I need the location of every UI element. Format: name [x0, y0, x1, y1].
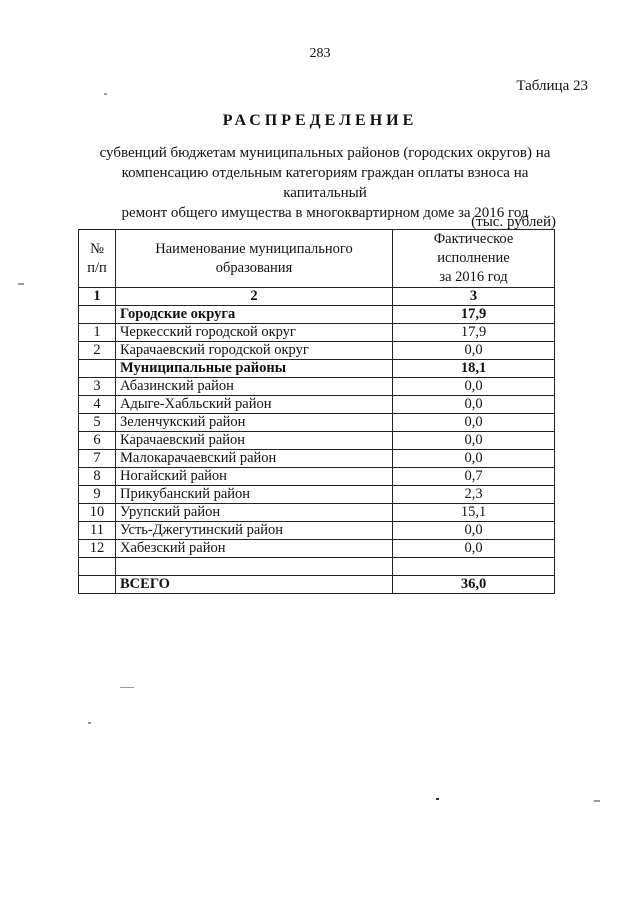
header-line: Фактическое [433, 231, 514, 247]
row-number: 8 [79, 468, 116, 486]
row-number [79, 360, 116, 378]
row-number: 5 [79, 414, 116, 432]
header-line: за 2016 год [439, 269, 508, 285]
column-number: 3 [393, 288, 555, 306]
subtitle-line: субвенций бюджетам муниципальных районов (городских округов) на [99, 145, 551, 161]
table-row [79, 468, 555, 486]
row-number: 3 [79, 378, 116, 396]
row-number: 12 [79, 540, 116, 558]
table-row [79, 432, 555, 450]
row-number: 11 [79, 522, 116, 540]
row-name: Карачаевский район [116, 432, 393, 450]
column-number: 1 [79, 288, 116, 306]
header-line: исполнение [437, 250, 510, 266]
table-row [79, 360, 555, 378]
row-number: 1 [79, 324, 116, 342]
row-name: Усть-Джегутинский район [116, 522, 393, 540]
table-row [79, 414, 555, 432]
row-number [79, 306, 116, 324]
table-row [79, 576, 555, 594]
document-heading: РАСПРЕДЕЛЕНИЕ [222, 112, 418, 129]
row-value: 0,7 [393, 468, 555, 486]
scan-speck [120, 687, 134, 688]
row-number: 6 [79, 432, 116, 450]
table-row [79, 540, 555, 558]
table-label: Таблица 23 [516, 78, 588, 94]
row-name: Городские округа [116, 306, 393, 324]
table-row [79, 450, 555, 468]
header-line: Наименование муниципального [155, 240, 353, 257]
row-name [116, 558, 393, 576]
row-value: 0,0 [393, 540, 555, 558]
row-name: Хабезский район [116, 540, 393, 558]
row-name: Карачаевский городской округ [116, 342, 393, 360]
row-value: 17,9 [393, 306, 555, 324]
row-value: 0,0 [393, 378, 555, 396]
row-number: 7 [79, 450, 116, 468]
row-value: 0,0 [393, 396, 555, 414]
row-name: Муниципальные районы [116, 360, 393, 378]
empty-row [79, 558, 555, 576]
table-row [79, 486, 555, 504]
row-value: 2,3 [393, 486, 555, 504]
row-value: 15,1 [393, 504, 555, 522]
row-name: Адыге-Хабльский район [116, 396, 393, 414]
row-name: ВСЕГО [116, 576, 393, 594]
table-row [79, 306, 555, 324]
table-row [79, 342, 555, 360]
row-name: Абазинский район [116, 378, 393, 396]
row-number [79, 558, 116, 576]
scan-speck [104, 93, 107, 95]
header-value [393, 230, 555, 288]
row-name: Ногайский район [116, 468, 393, 486]
row-name: Урупский район [116, 504, 393, 522]
table-row [79, 324, 555, 342]
row-value: 0,0 [393, 342, 555, 360]
row-name: Черкесский городской округ [116, 324, 393, 342]
row-value: 36,0 [393, 576, 555, 594]
scan-speck [436, 798, 439, 800]
row-number: 4 [79, 396, 116, 414]
row-value [393, 558, 555, 576]
row-name: Малокарачаевский район [116, 450, 393, 468]
header-line: № [90, 240, 104, 257]
scan-speck [88, 722, 91, 724]
header-line: образования [215, 259, 293, 276]
row-number [79, 576, 116, 594]
unit-label: (тыс. рублей) [471, 214, 556, 230]
header-number [79, 230, 116, 288]
row-value: 0,0 [393, 414, 555, 432]
row-name: Прикубанский район [116, 486, 393, 504]
column-number-row [79, 288, 555, 306]
table-header-row [79, 230, 555, 288]
row-number: 10 [79, 504, 116, 522]
table-row [79, 378, 555, 396]
row-value: 0,0 [393, 432, 555, 450]
row-value: 0,0 [393, 450, 555, 468]
distribution-table [78, 229, 555, 594]
table-body [79, 306, 555, 594]
row-value: 17,9 [393, 324, 555, 342]
column-number: 2 [116, 288, 393, 306]
subtitle-line: ремонт общего имущества в многоквартирном доме за 2016 год [121, 205, 529, 221]
row-name: Зеленчукский район [116, 414, 393, 432]
header-name [116, 230, 393, 288]
row-value: 18,1 [393, 360, 555, 378]
scan-speck [18, 283, 24, 285]
table-row [79, 522, 555, 540]
table-row [79, 504, 555, 522]
document-subtitle [95, 143, 555, 223]
scan-speck [594, 800, 600, 802]
row-value: 0,0 [393, 522, 555, 540]
subtitle-line: компенсацию отдельным категориям граждан оплаты взноса на капитальный [121, 165, 529, 201]
row-number: 2 [79, 342, 116, 360]
page-number: 283 [309, 46, 331, 61]
row-number: 9 [79, 486, 116, 504]
table-row [79, 396, 555, 414]
header-line: п/п [87, 259, 107, 276]
